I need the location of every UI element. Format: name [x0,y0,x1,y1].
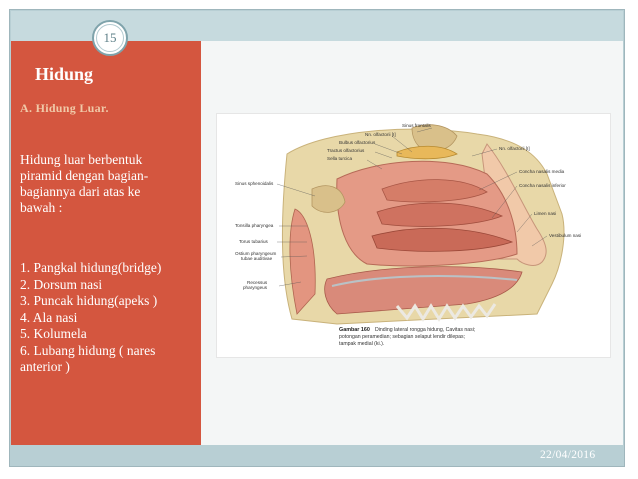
intro-line: piramid dengan bagian- [20,168,149,183]
label-tonsilla-pharyngea: Tonsilla pharyngea [235,223,274,228]
label-recessus: Recessus [247,280,268,285]
list-item: 2. Dorsum nasi [20,276,103,292]
caption-number: Gambar 160 [339,327,370,333]
label-sinus-frontalis: Sinus frontalis [402,123,431,128]
slide-number: 15 [103,30,117,45]
label-concha-nasalis-inferior: Concha nasalis inferior [519,183,566,188]
caption-line-2: potongan peramedian; sebagian selaput lendir dilepas; [339,334,466,340]
list-item: 4. Ala nasi [20,309,78,325]
anatomy-figure [216,113,611,358]
intro-line: bagiannya dari atas ke [20,184,141,199]
list-item: anterior ) [20,359,70,374]
label-sella-turcica: Sella turcica [327,156,353,161]
label-ostium-pharyngeum: Ostium pharyngeum [235,251,277,256]
label-pharyngeus: pharyngeus [243,285,268,290]
list-item: 5. Kolumela [20,326,87,341]
label-tubae-auditivae: tubae auditivae [241,256,273,261]
label-concha-nasalis-media: Concha nasalis media [519,169,565,174]
label-tractus-olfactorius: Tractus olfactorius [327,148,365,153]
label-bulbus-olfactorius: Bulbus olfactorius [339,140,376,145]
caption-line-1: Dinding lateral rongga hidung, Cavitas nasi; [375,327,476,333]
list-item: 6. Lubang hidung ( nares [20,342,156,358]
slide-title: Hidung [35,64,94,84]
caption-line-3: tampak medial (ki.). [339,341,385,347]
nasal-cavity-illustration [217,114,612,359]
label-sinus-sphenoidalis: Sinus sphenoidalis [235,181,274,186]
parts-list [20,260,210,376]
intro-line: Hidung luar berbentuk [20,152,143,167]
intro-paragraph [20,152,205,216]
list-item: 1. Pangkal hidung(bridge) [20,260,162,275]
label-vestibulum-nasi: Vestibulum nasi [549,233,582,238]
slide-number-badge [92,20,128,56]
label-nn-olfactorii-right: Nn. olfactorii [I] [499,146,530,151]
label-limen-nasi: Limen nasi [534,211,557,216]
slide-subtitle: A. Hidung Luar. [20,101,109,115]
label-torus-tubarius: Torus tubarius [239,239,268,244]
list-item: 3. Puncak hidung(apeks ) [20,293,158,308]
intro-line: bawah : [20,200,63,215]
label-nn-olfactorii-left: Nn. olfactorii [I] [365,132,396,137]
slide-date: 22/04/2016 [540,449,596,461]
